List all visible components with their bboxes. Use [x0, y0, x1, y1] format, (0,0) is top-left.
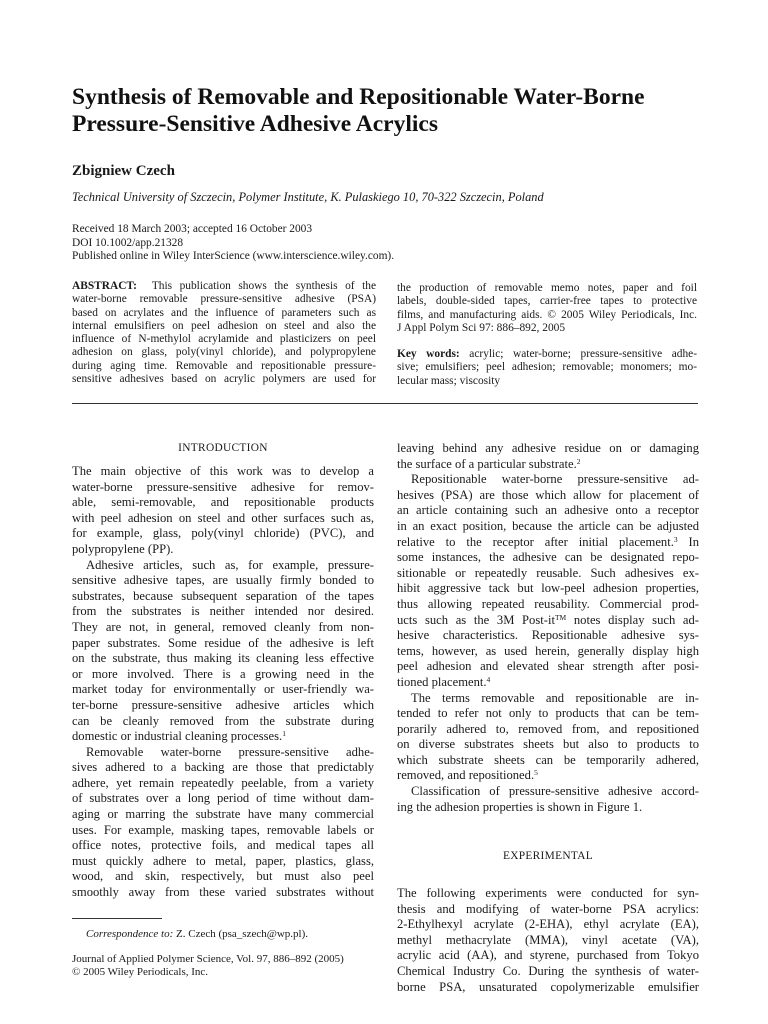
- body-line: methyl methacrylate (MMA), vinyl acetate (VA),: [397, 932, 699, 947]
- body-line: 2-Ethylhexyl acrylate (2-EHA), ethyl acrylate (EA),: [397, 917, 699, 932]
- citation-5: 5: [534, 768, 538, 778]
- author-name: Zbigniew Czech: [72, 163, 175, 179]
- journal-line-2: © 2005 Wiley Periodicals, Inc.: [72, 966, 209, 979]
- body-line: The terms removable and repositionable are in-: [411, 690, 699, 705]
- received-line: Received 18 March 2003; accepted 16 October 2003: [72, 223, 313, 235]
- keywords-line: Key words: acrylic; water-borne; pressure-sensitive adhe-: [397, 348, 697, 360]
- body-line: They are not, in general, removed cleanly from non-: [72, 619, 374, 634]
- body-line: sives adhered to a backing are those that predictably: [72, 760, 374, 775]
- body-line: Adhesive articles, such as, for example, pressure-: [86, 557, 374, 572]
- abstract-line: based on acrylates and the influence of parameters such as: [72, 306, 376, 319]
- body-line: aging or marring the substrate have many commercial: [72, 807, 374, 822]
- paper-title: [72, 84, 712, 138]
- doi-line: DOI 10.1002/app.21328: [72, 236, 184, 249]
- body-line: able, semi-removable, and repositionable products: [72, 495, 374, 510]
- citation-4: 4: [486, 674, 491, 684]
- body-line: sitionable or repeatedly reusable. Such adhesives ex-: [397, 565, 699, 580]
- body-line: The main objective of this work was to develop a: [72, 464, 374, 478]
- body-line: Repositionable water-borne pressure-sensitive ad-: [411, 472, 699, 487]
- body-line: ucts such as the 3M Post-it™ notes display such ad-: [397, 612, 699, 627]
- body-line: paper substrates. Some residue of the adhesive is left: [72, 635, 374, 650]
- body-line: domestic or industrial cleaning processes.$^1$: [72, 729, 286, 744]
- keywords-label: Key words:: [397, 348, 460, 360]
- body-line: which substrate sheets can be temporarily adhered,: [397, 752, 699, 767]
- body-line: adhere, yet remain repeatedly peelable, from a variety: [72, 775, 374, 790]
- abstract-right: [397, 282, 697, 335]
- citation-1: 1: [282, 729, 286, 739]
- body-line: can be cleanly removed from the substrate during: [72, 713, 374, 728]
- body-line: from the substrates is neither intended nor desired.: [72, 604, 374, 619]
- author-affiliation: Technical University of Szczecin, Polymer Institute, K. Pulaskiego 10, 70-322 Szczecin, Poland: [72, 190, 544, 204]
- body-line: sensitive adhesive tapes, are usually firmly bonded to: [72, 573, 374, 588]
- body-line: with peel adhesion on steel and other surfaces such as,: [72, 510, 374, 525]
- body-line: thesis and modifying of water-borne PSA acrylics:: [397, 901, 699, 916]
- citation-2: 2: [576, 456, 581, 466]
- body-line: porarily adhered to, removed from, and repositioned: [397, 721, 699, 736]
- left-column-text: [72, 464, 374, 901]
- abstract-line: ABSTRACT: This publication shows the synthesis of the: [72, 280, 376, 292]
- body-line: or more involved. There is a growing need in the: [72, 666, 374, 681]
- body-line: leaving behind any adhesive residue on or damaging: [397, 441, 699, 455]
- body-line: an article containing such an adhesive onto a receptor: [397, 503, 699, 518]
- body-line: substrates, because subsequent separation of the tapes: [72, 588, 374, 603]
- body-line: borne PSA, unsaturated copolymerizable emulsifier: [397, 979, 699, 994]
- title-line-1: Synthesis of Removable and Repositionable Water-Borne: [72, 84, 645, 110]
- body-line: removed, and repositioned.$^5$: [397, 768, 538, 783]
- journal-line-1: Journal of Applied Polymer Science, Vol. 97, 886–892 (2005): [72, 953, 344, 965]
- body-line: polypropylene (PP).: [72, 541, 174, 556]
- journal-info: [72, 953, 344, 980]
- abstract-divider: [72, 403, 698, 404]
- correspondence-label: Correspondence to:: [86, 928, 174, 940]
- right-column-text: [397, 441, 699, 815]
- body-line: on the substrate, thus making its cleaning less effective: [72, 651, 374, 666]
- body-line: thus allowing repeated reusability. Commercial prod-: [397, 596, 699, 611]
- body-line: relative to the receptor after initial placement.$^3$ In: [397, 534, 699, 549]
- experimental-heading: EXPERIMENTAL: [502, 850, 593, 862]
- body-line: ing the adhesion properties is shown in Figure 1.: [397, 799, 643, 814]
- abstract-line: during aging time. Removable and repositionable pressure-: [72, 359, 376, 372]
- body-line: for example, glass, poly(vinyl chloride) (PVC), and: [72, 526, 374, 541]
- abstract-line: water-borne removable pressure-sensitive adhesive (PSA): [72, 293, 376, 306]
- body-line: smoothly away from these varied substrates without: [72, 885, 374, 900]
- abstract-label: ABSTRACT:: [72, 280, 137, 292]
- body-line: tems, however, as used herein, generally display high: [397, 643, 699, 658]
- body-line: ter-borne pressure-sensitive adhesive articles which: [72, 697, 374, 712]
- body-line: in an exact position, because the article can be adjusted: [397, 518, 699, 533]
- body-line: hesives (PSA) are those which allow for placement of: [397, 487, 699, 502]
- abstract-line: the production of removable memo notes, paper and foil: [397, 282, 697, 294]
- abstract-line: internal emulsifiers on peel adhesion on steel and also the: [72, 319, 376, 332]
- keywords: [397, 348, 697, 388]
- trademark-mark: TM: [554, 612, 567, 622]
- correspondence-note: [86, 928, 308, 940]
- body-line: the surface of a particular substrate.$^2$: [397, 456, 581, 471]
- body-line: must quickly adhere to metal, paper, plastics, glass,: [72, 853, 374, 868]
- body-line: uses. For example, masking tapes, removable labels or: [72, 822, 374, 837]
- body-line: acrylic acid (AA), and styrene, purchased from Tokyo: [397, 948, 699, 963]
- publication-dates: [72, 223, 394, 264]
- body-line: some instances, the adhesive can be designated repo-: [397, 550, 699, 565]
- abstract-line: J Appl Polym Sci 97: 886–892, 2005: [397, 321, 566, 334]
- title-line-2: Pressure-Sensitive Adhesive Acrylics: [72, 111, 438, 137]
- body-line: Chemical Industry Co. During the synthesis of water-: [397, 963, 699, 978]
- published-line: Published online in Wiley InterScience (www.interscience.wiley.com).: [72, 250, 395, 263]
- body-line: hesive characteristics. Repositionable adhesive sys-: [397, 628, 699, 643]
- keywords-line: lecular mass; viscosity: [397, 374, 501, 387]
- body-line: office notes, protective foils, and medical tapes all: [72, 838, 374, 853]
- introduction-heading: INTRODUCTION: [178, 442, 268, 454]
- body-line: tended to refer not only to products that can be tem-: [397, 706, 699, 721]
- body-line: on diverse substrates sheets but also to products to: [397, 737, 699, 752]
- footnote-divider: [72, 918, 162, 919]
- abstract-line: adhesion on glass, poly(vinyl chloride), and polypropylene: [72, 346, 376, 359]
- abstract-line: influence of N-methylol acrylamide and plasticizers on peel: [72, 333, 376, 346]
- body-line: wood, and skin, respectively, but must also peel: [72, 869, 374, 884]
- body-line: tioned placement.$^4$: [397, 674, 491, 689]
- abstract-left: [72, 280, 376, 386]
- body-line: Removable water-borne pressure-sensitive adhe-: [86, 744, 374, 759]
- body-line: peel adhesion and elevated shear strength after posi-: [397, 659, 699, 674]
- abstract-line: labels, double-sided tapes, carrier-free tapes to protective: [397, 295, 697, 308]
- body-line: market today for environmentally or user-friendly wa-: [72, 682, 374, 697]
- citation-3: 3: [673, 534, 678, 544]
- abstract-line: sensitive adhesives based on acrylic polymers are used for: [72, 373, 376, 386]
- body-line: The following experiments were conducted for syn-: [397, 886, 699, 900]
- body-line: water-borne pressure-sensitive adhesive for remov-: [72, 479, 374, 494]
- body-line: hibit aggressive tack but low-peel adhesion properties,: [397, 581, 699, 596]
- abstract-line: films, and manufacturing aids. © 2005 Wiley Periodicals, Inc.: [397, 308, 697, 321]
- keywords-line: sive; emulsifiers; peel adhesion; removable; monomers; mo-: [397, 361, 697, 374]
- body-line: of substrates over a long period of time without dam-: [72, 791, 374, 806]
- experimental-text: [397, 886, 699, 995]
- body-line: Classification of pressure-sensitive adhesive accord-: [411, 784, 699, 799]
- correspondence-text: Z. Czech (psa_szech@wp.pl).: [176, 928, 309, 940]
